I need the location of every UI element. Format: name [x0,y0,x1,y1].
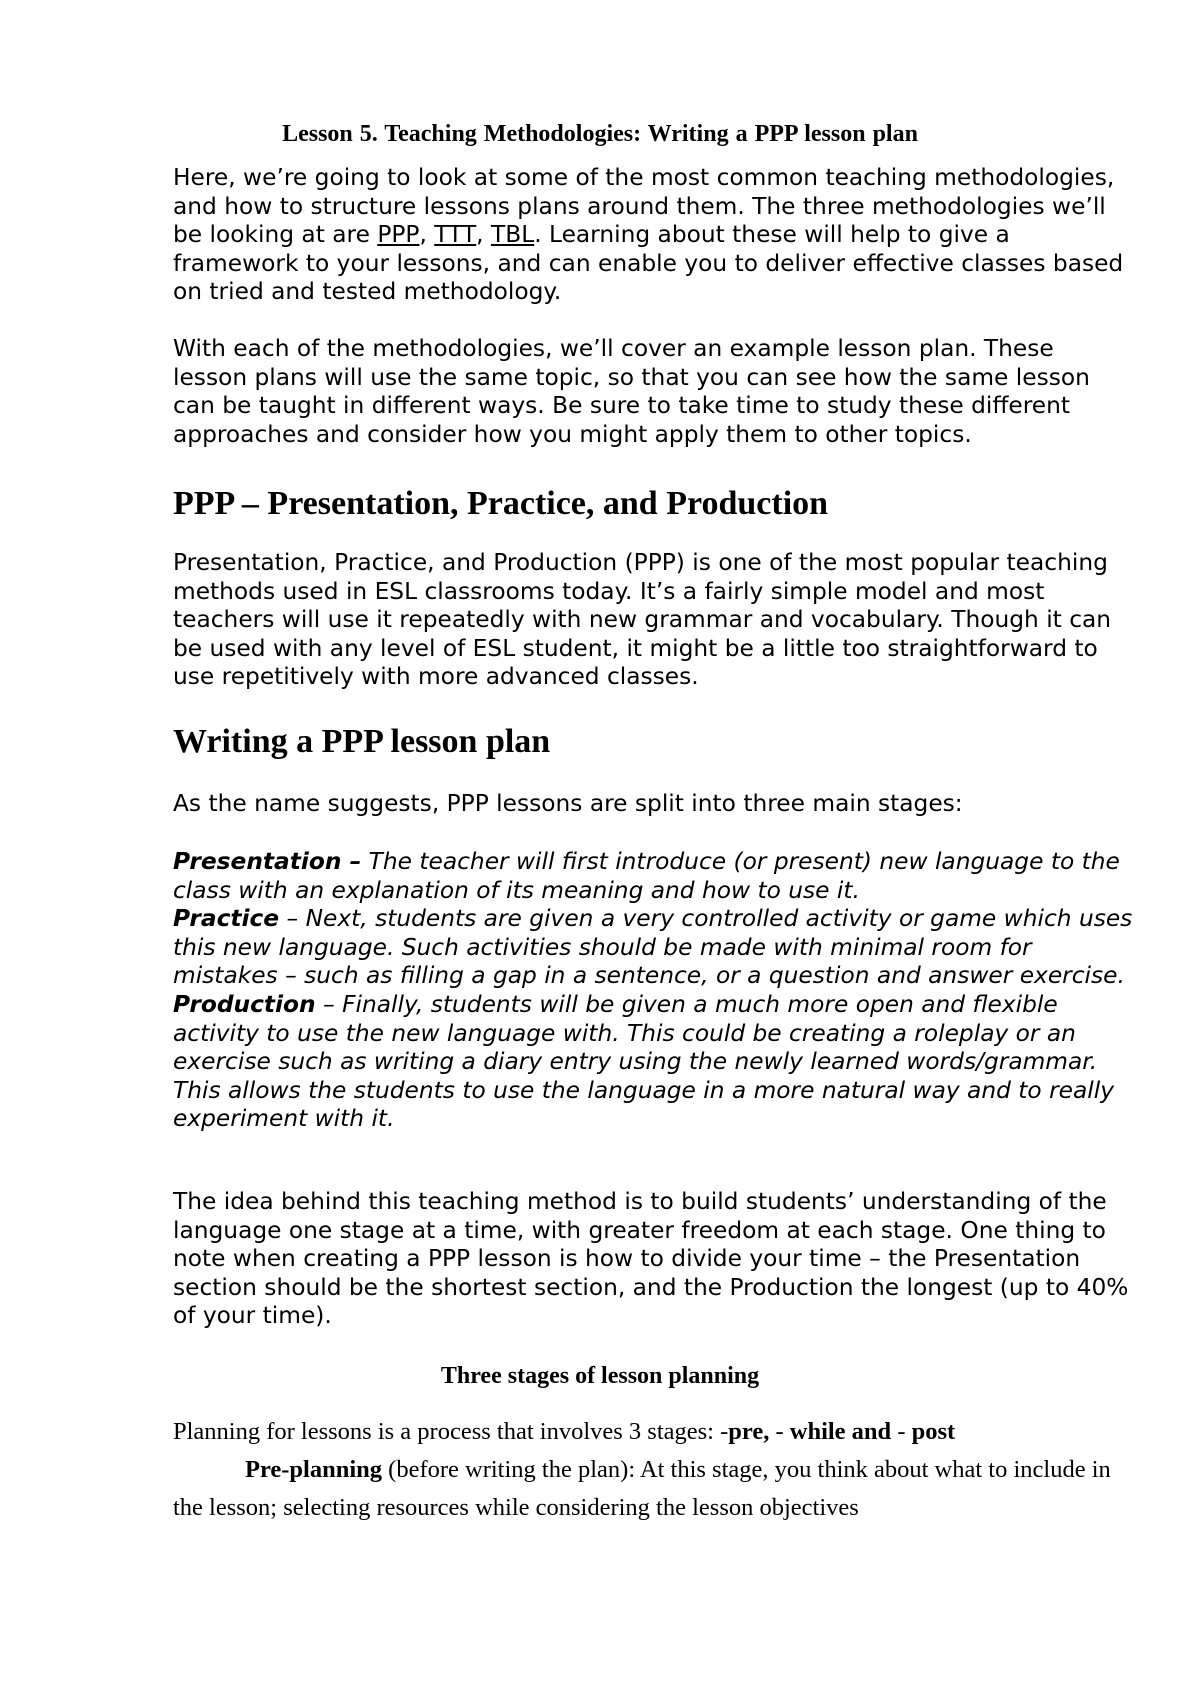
intro-paragraph: Here, we’re going to look at some of the most common teaching methodologies, and how to structure lessons plans around them. The three methodologies we’ll be looking at are PPP, TTT, TBL. Learning about these will help to give a framework to your lessons, and can enable you to deliver effective classes based on tried and tested methodology. [173,164,1124,306]
intro-paragraph-2: With each of the methodologies, we’ll cover an example lesson plan. These lesson plans will use the same topic, so that you can see how the same lesson can be taught in different ways. Be sure to take time to study these different approaches and consider how you might apply them to other topics. [173,335,1090,448]
writing-lead: As the name suggests, PPP lessons are split into three main stages: [173,790,963,817]
section-heading-ppp: PPP – Presentation, Practice, and Production [173,485,829,522]
ppp-paragraph: Presentation, Practice, and Production (PPP) is one of the most popular teaching methods used in ESL classrooms today. It’s a fairly simple model and most teachers will use it repeatedly with new grammar and vocabulary. Though it can be used with any level of ESL student, it might be a little too straightforward to use repetitively with more advanced classes. [173,549,1112,691]
planning-line-2: Pre-planning (before writing the plan): At this stage, you think about what to include in the lesson; selecting resources while considering the lesson objectives [173,1456,1111,1521]
page-title: Lesson 5. Teaching Methodologies: Writing a PPP lesson plan [282,121,918,147]
link-ppp[interactable]: PPP [377,221,420,249]
section-heading-writing: Writing a PPP lesson plan [173,723,551,760]
planning-paragraph [173,1413,1133,1527]
stage-presentation: Presentation – The teacher will first introduce (or present) new language to the class with an explanation of its meaning and how to use it. [173,848,1120,904]
planning-heading: Three stages of lesson planning [440,1363,760,1389]
intro-text-2: . Learning about these will help to give a framework to your lessons, and can enable you to deliver effective classes based on tried and tested methodology. [173,221,1124,306]
writing-closing: The idea behind this teaching method is to build students’ understanding of the language one stage at a time, with greater freedom at each stage. One thing to note when creating a PPP lesson is how to divide your time – the Presentation section should be the shortest section, and the Production the longest (up to 40% of your time). [173,1188,1129,1330]
stages-list [173,848,1133,1134]
stage-production: Production – Finally, students will be given a much more open and flexible activity to use the new language with. This could be creating a roleplay or an exercise such as writing a diary entry using the newly learned words/grammar. This allows the students to use the language in a more natural way and to really experiment with it. [173,990,1114,1133]
stage-practice: Practice – Next, students are given a very controlled activity or game which uses this new language. Such activities should be made with minimal room for mistakes – such as filling a gap in a sentence, or a question and answer exercise. [173,905,1133,990]
link-tbl[interactable]: TBL [490,221,535,249]
planning-line-1: Planning for lessons is a process that involves 3 stages: -pre, - while and - post [173,1418,956,1445]
link-ttt[interactable]: TTT [434,221,477,249]
intro-text-1: Here, we’re going to look at some of the most common teaching methodologies, and how to structure lessons plans around them. The three methodologies we’ll be looking at are [173,164,1115,249]
